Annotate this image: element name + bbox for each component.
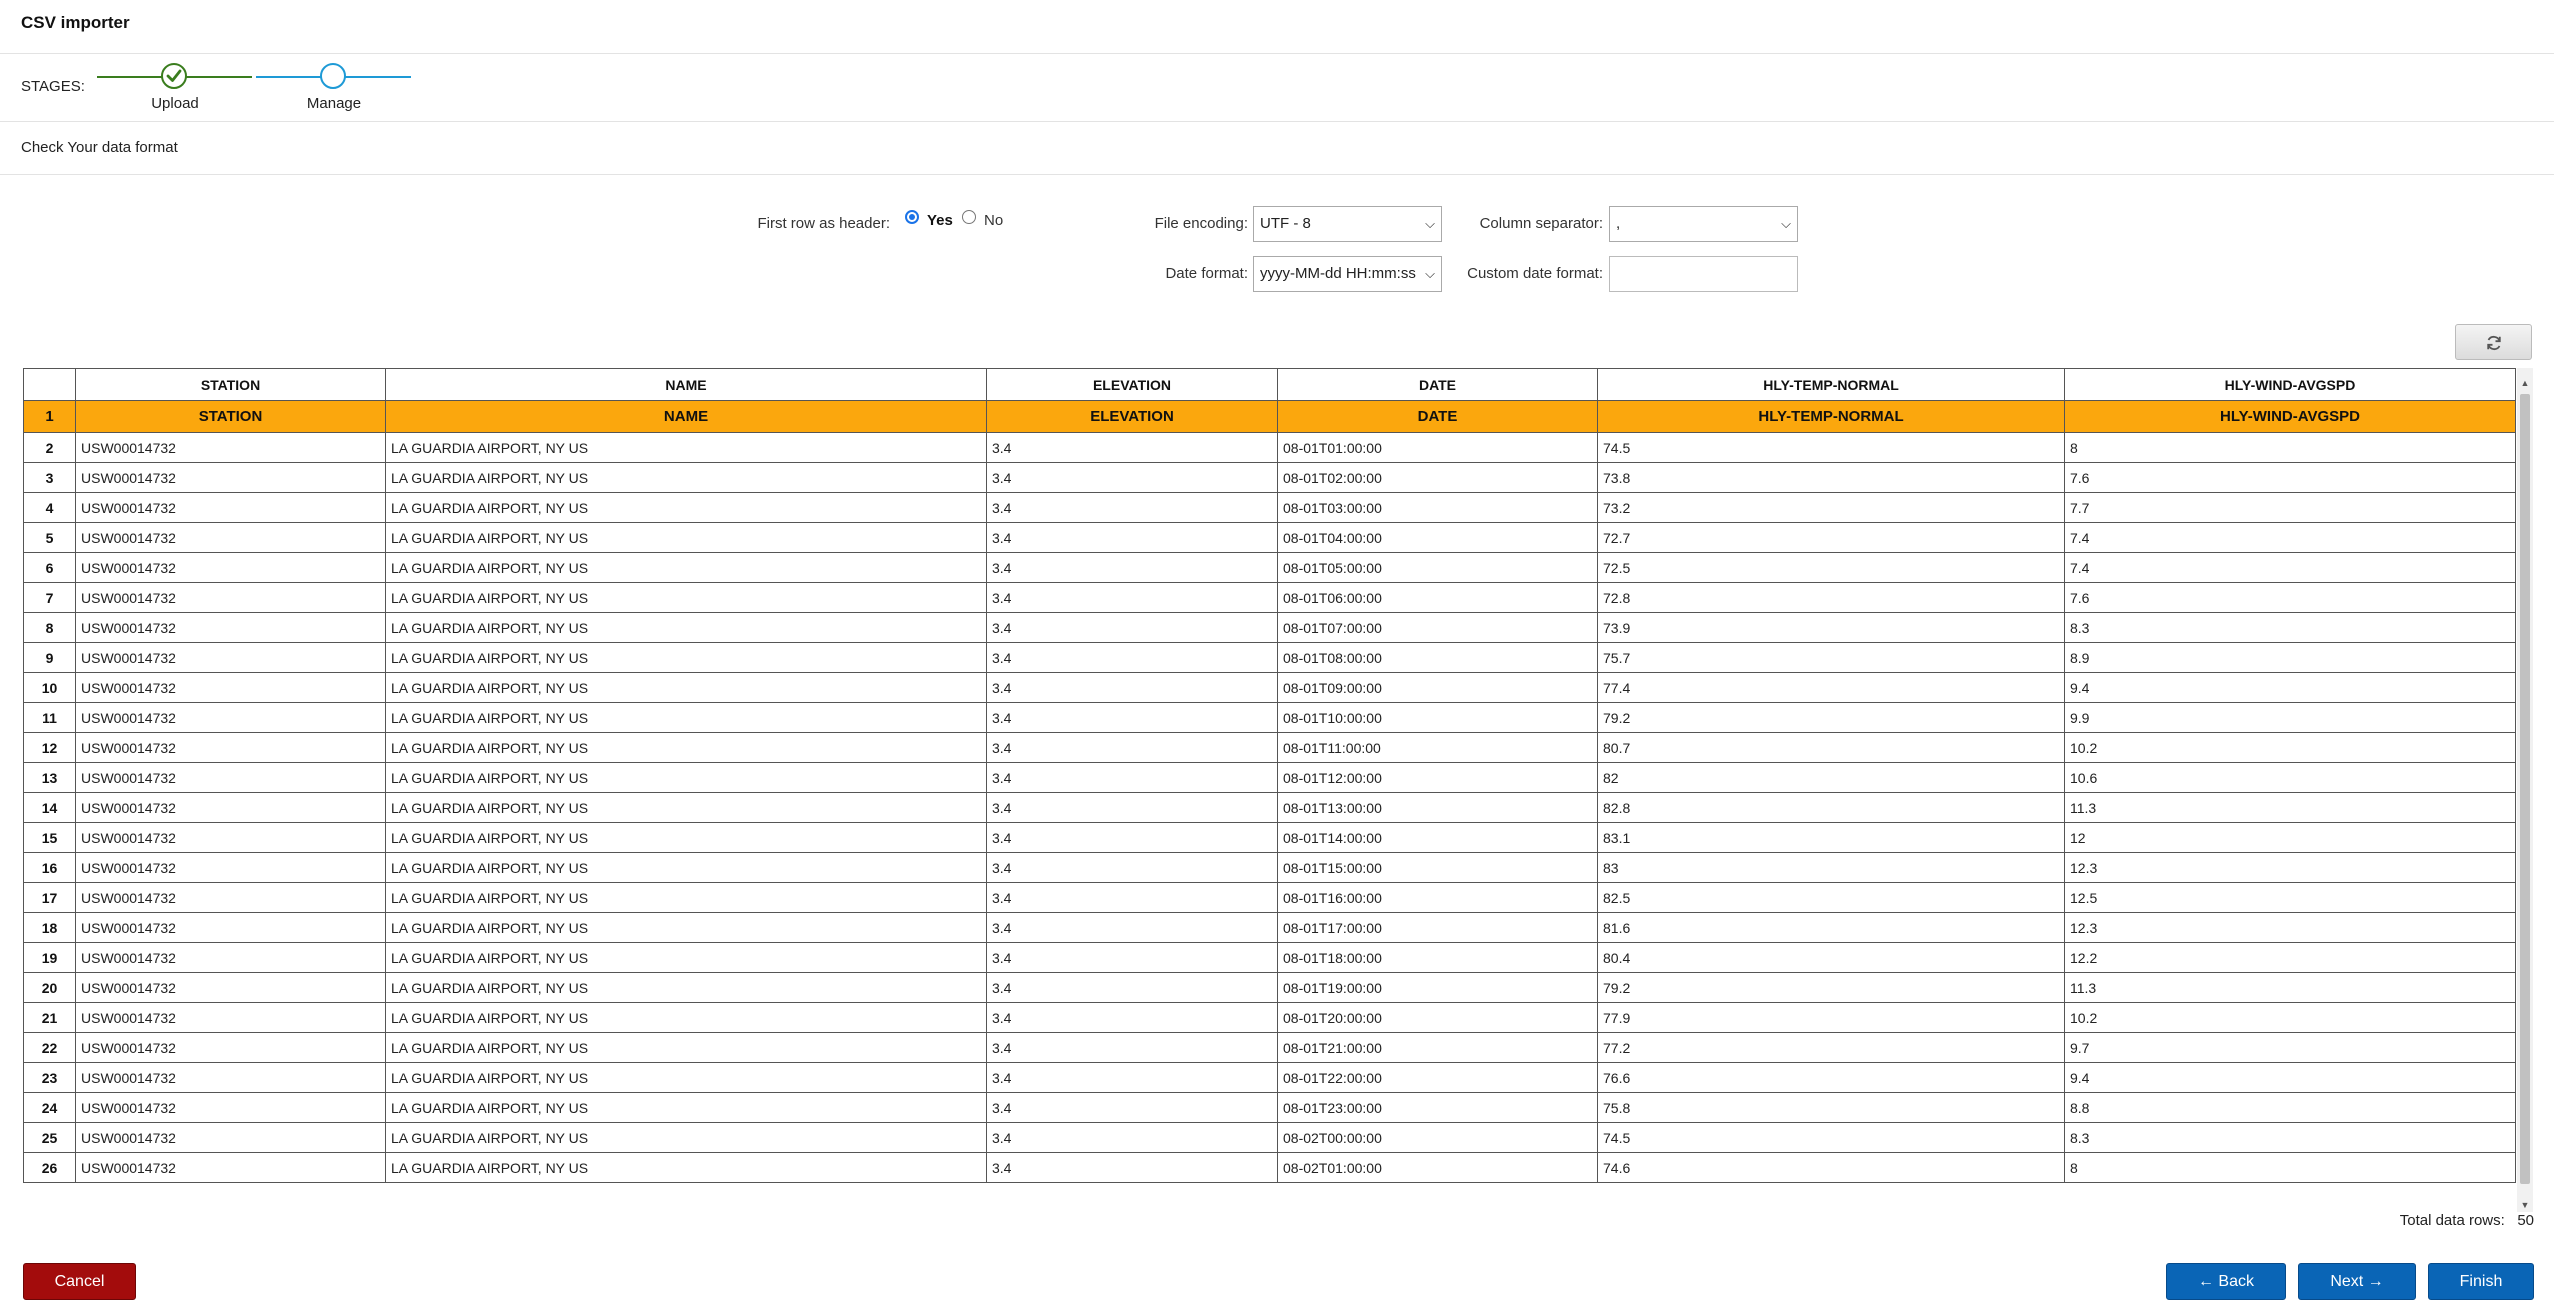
- table-cell[interactable]: 73.9: [1598, 613, 2065, 643]
- table-cell[interactable]: LA GUARDIA AIRPORT, NY US: [386, 463, 987, 493]
- refresh-icon: [2485, 334, 2503, 352]
- table-row[interactable]: [24, 1153, 2516, 1183]
- table-cell[interactable]: 08-01T03:00:00: [1278, 493, 1598, 523]
- header-yes-radio[interactable]: [905, 210, 919, 224]
- row-number: 18: [24, 913, 76, 943]
- file-encoding-label: File encoding:: [1154, 215, 1248, 232]
- header-no-radio[interactable]: [962, 210, 976, 224]
- table-cell[interactable]: 7.7: [2065, 493, 2516, 523]
- table-row[interactable]: [24, 943, 2516, 973]
- total-label: Total data rows:: [2399, 1212, 2505, 1229]
- scroll-down-icon[interactable]: ▼: [2520, 1200, 2530, 1210]
- header-no-label: No: [984, 212, 1004, 229]
- table-cell[interactable]: 9.4: [2065, 1063, 2516, 1093]
- table-cell[interactable]: 74.5: [1598, 1123, 2065, 1153]
- table-cell[interactable]: ELEVATION: [987, 401, 1278, 433]
- table-row[interactable]: [24, 1003, 2516, 1033]
- file-encoding-value: UTF - 8: [1260, 215, 1311, 232]
- row-number: 24: [24, 1093, 76, 1123]
- table-cell[interactable]: 11.3: [2065, 793, 2516, 823]
- table-row[interactable]: [24, 703, 2516, 733]
- table-cell[interactable]: LA GUARDIA AIRPORT, NY US: [386, 583, 987, 613]
- table-cell[interactable]: 08-01T09:00:00: [1278, 673, 1598, 703]
- table-cell[interactable]: 8.9: [2065, 643, 2516, 673]
- table-cell[interactable]: 74.5: [1598, 433, 2065, 463]
- table-cell[interactable]: 3.4: [987, 673, 1278, 703]
- table-cell[interactable]: 3.4: [987, 643, 1278, 673]
- column-separator-label: Column separator:: [1479, 215, 1603, 232]
- table-cell[interactable]: LA GUARDIA AIRPORT, NY US: [386, 823, 987, 853]
- stage-manage-step[interactable]: [320, 63, 346, 89]
- table-cell[interactable]: 7.4: [2065, 553, 2516, 583]
- table-cell[interactable]: 3.4: [987, 613, 1278, 643]
- table-cell[interactable]: 3.4: [987, 913, 1278, 943]
- table-row[interactable]: [24, 613, 2516, 643]
- column-separator-select[interactable]: [1609, 206, 1798, 242]
- table-cell[interactable]: 3.4: [987, 1003, 1278, 1033]
- divider: [0, 53, 2554, 54]
- table-cell[interactable]: LA GUARDIA AIRPORT, NY US: [386, 613, 987, 643]
- column-header[interactable]: HLY-WIND-AVGSPD: [2065, 369, 2516, 401]
- table-cell[interactable]: USW00014732: [76, 823, 386, 853]
- table-cell[interactable]: LA GUARDIA AIRPORT, NY US: [386, 943, 987, 973]
- row-number: 11: [24, 703, 76, 733]
- table-cell[interactable]: 82.5: [1598, 883, 2065, 913]
- table-cell[interactable]: HLY-WIND-AVGSPD: [2065, 401, 2516, 433]
- row-number: 25: [24, 1123, 76, 1153]
- table-cell[interactable]: 3.4: [987, 463, 1278, 493]
- table-cell[interactable]: USW00014732: [76, 1153, 386, 1183]
- date-format-label: Date format:: [1165, 265, 1248, 282]
- table-cell[interactable]: 10.2: [2065, 733, 2516, 763]
- table-cell[interactable]: 73.8: [1598, 463, 2065, 493]
- table-row[interactable]: [24, 913, 2516, 943]
- row-number: 2: [24, 433, 76, 463]
- table-cell[interactable]: 08-01T13:00:00: [1278, 793, 1598, 823]
- column-header[interactable]: NAME: [386, 369, 987, 401]
- table-cell[interactable]: 08-01T15:00:00: [1278, 853, 1598, 883]
- row-number: 8: [24, 613, 76, 643]
- row-number: 23: [24, 1063, 76, 1093]
- table-cell[interactable]: 08-02T00:00:00: [1278, 1123, 1598, 1153]
- table-cell[interactable]: LA GUARDIA AIRPORT, NY US: [386, 1153, 987, 1183]
- row-number: 21: [24, 1003, 76, 1033]
- table-cell[interactable]: USW00014732: [76, 883, 386, 913]
- table-cell[interactable]: USW00014732: [76, 943, 386, 973]
- table-cell[interactable]: 3.4: [987, 763, 1278, 793]
- first-row-header-label: First row as header:: [757, 215, 890, 232]
- table-row[interactable]: [24, 1033, 2516, 1063]
- table-cell[interactable]: LA GUARDIA AIRPORT, NY US: [386, 913, 987, 943]
- table-cell[interactable]: 8: [2065, 1153, 2516, 1183]
- table-cell[interactable]: 12.3: [2065, 913, 2516, 943]
- table-cell[interactable]: 08-01T22:00:00: [1278, 1063, 1598, 1093]
- table-row[interactable]: [24, 763, 2516, 793]
- date-format-value: yyyy-MM-dd HH:mm:ss: [1260, 265, 1416, 282]
- table-cell[interactable]: 3.4: [987, 583, 1278, 613]
- table-cell[interactable]: USW00014732: [76, 913, 386, 943]
- table-cell[interactable]: 72.8: [1598, 583, 2065, 613]
- table-cell[interactable]: 08-01T11:00:00: [1278, 733, 1598, 763]
- table-cell[interactable]: 08-01T19:00:00: [1278, 973, 1598, 1003]
- table-cell[interactable]: 3.4: [987, 823, 1278, 853]
- row-number: 19: [24, 943, 76, 973]
- stage-manage-label: Manage: [306, 95, 362, 112]
- row-number: 14: [24, 793, 76, 823]
- table-cell[interactable]: LA GUARDIA AIRPORT, NY US: [386, 1063, 987, 1093]
- table-cell[interactable]: 72.7: [1598, 523, 2065, 553]
- table-cell[interactable]: 12.2: [2065, 943, 2516, 973]
- table-row[interactable]: [24, 733, 2516, 763]
- table-cell[interactable]: 08-01T12:00:00: [1278, 763, 1598, 793]
- table-cell[interactable]: 75.7: [1598, 643, 2065, 673]
- table-cell[interactable]: 08-01T06:00:00: [1278, 583, 1598, 613]
- table-cell[interactable]: USW00014732: [76, 553, 386, 583]
- table-cell[interactable]: LA GUARDIA AIRPORT, NY US: [386, 1093, 987, 1123]
- total-data-rows: [2400, 1212, 2534, 1229]
- table-cell[interactable]: 10.2: [2065, 1003, 2516, 1033]
- table-cell[interactable]: 80.4: [1598, 943, 2065, 973]
- corner-cell: [24, 369, 76, 401]
- table-cell[interactable]: 80.7: [1598, 733, 2065, 763]
- stage-upload-step[interactable]: [161, 63, 187, 89]
- table-cell[interactable]: 3.4: [987, 1033, 1278, 1063]
- table-cell[interactable]: 08-01T14:00:00: [1278, 823, 1598, 853]
- table-cell[interactable]: USW00014732: [76, 583, 386, 613]
- column-header-row: [24, 369, 2516, 401]
- table-cell[interactable]: LA GUARDIA AIRPORT, NY US: [386, 703, 987, 733]
- table-cell[interactable]: 12: [2065, 823, 2516, 853]
- table-cell[interactable]: 7.4: [2065, 523, 2516, 553]
- header-data-row[interactable]: [24, 401, 2516, 433]
- table-cell[interactable]: USW00014732: [76, 1033, 386, 1063]
- table-row[interactable]: [24, 883, 2516, 913]
- table-cell[interactable]: 83.1: [1598, 823, 2065, 853]
- next-button[interactable]: Next →: [2298, 1263, 2416, 1300]
- table-cell[interactable]: 79.2: [1598, 703, 2065, 733]
- finish-button[interactable]: Finish: [2428, 1263, 2534, 1300]
- table-cell[interactable]: 7.6: [2065, 463, 2516, 493]
- table-cell[interactable]: LA GUARDIA AIRPORT, NY US: [386, 853, 987, 883]
- table-cell[interactable]: LA GUARDIA AIRPORT, NY US: [386, 643, 987, 673]
- table-cell[interactable]: 9.4: [2065, 673, 2516, 703]
- row-number: 4: [24, 493, 76, 523]
- table-cell[interactable]: LA GUARDIA AIRPORT, NY US: [386, 973, 987, 1003]
- table-cell[interactable]: 08-01T16:00:00: [1278, 883, 1598, 913]
- chevron-down-icon: ⌵: [1425, 216, 1435, 231]
- divider: [0, 121, 2554, 122]
- table-cell[interactable]: LA GUARDIA AIRPORT, NY US: [386, 523, 987, 553]
- table-cell[interactable]: USW00014732: [76, 733, 386, 763]
- table-cell[interactable]: 12.5: [2065, 883, 2516, 913]
- table-cell[interactable]: STATION: [76, 401, 386, 433]
- table-row[interactable]: [24, 793, 2516, 823]
- table-cell[interactable]: USW00014732: [76, 463, 386, 493]
- table-row[interactable]: [24, 973, 2516, 1003]
- table-cell[interactable]: 08-01T02:00:00: [1278, 463, 1598, 493]
- row-number: 26: [24, 1153, 76, 1183]
- table-cell[interactable]: 10.6: [2065, 763, 2516, 793]
- table-cell[interactable]: 3.4: [987, 853, 1278, 883]
- row-number: 5: [24, 523, 76, 553]
- row-number: 16: [24, 853, 76, 883]
- table-cell[interactable]: LA GUARDIA AIRPORT, NY US: [386, 433, 987, 463]
- table-cell[interactable]: LA GUARDIA AIRPORT, NY US: [386, 493, 987, 523]
- row-number: 3: [24, 463, 76, 493]
- table-cell[interactable]: 8.3: [2065, 1123, 2516, 1153]
- chevron-down-icon: ⌵: [1425, 266, 1435, 281]
- table-cell[interactable]: USW00014732: [76, 703, 386, 733]
- table-cell[interactable]: 77.9: [1598, 1003, 2065, 1033]
- table-cell[interactable]: 3.4: [987, 1153, 1278, 1183]
- table-row[interactable]: [24, 433, 2516, 463]
- header-yes-label: Yes: [927, 212, 953, 229]
- table-cell[interactable]: 74.6: [1598, 1153, 2065, 1183]
- table-cell[interactable]: LA GUARDIA AIRPORT, NY US: [386, 673, 987, 703]
- table-cell[interactable]: LA GUARDIA AIRPORT, NY US: [386, 763, 987, 793]
- table-cell[interactable]: 76.6: [1598, 1063, 2065, 1093]
- table-cell[interactable]: 9.7: [2065, 1033, 2516, 1063]
- table-cell[interactable]: USW00014732: [76, 973, 386, 1003]
- refresh-button[interactable]: [2455, 324, 2532, 360]
- row-number: 6: [24, 553, 76, 583]
- table-cell[interactable]: 3.4: [987, 1093, 1278, 1123]
- table-cell[interactable]: 08-02T01:00:00: [1278, 1153, 1598, 1183]
- table-cell[interactable]: 08-01T10:00:00: [1278, 703, 1598, 733]
- table-cell[interactable]: LA GUARDIA AIRPORT, NY US: [386, 1033, 987, 1063]
- table-cell[interactable]: USW00014732: [76, 673, 386, 703]
- table-cell[interactable]: 3.4: [987, 733, 1278, 763]
- row-number: 15: [24, 823, 76, 853]
- table-cell[interactable]: LA GUARDIA AIRPORT, NY US: [386, 883, 987, 913]
- table-cell[interactable]: USW00014732: [76, 793, 386, 823]
- table-cell[interactable]: 08-01T04:00:00: [1278, 523, 1598, 553]
- table-cell[interactable]: 08-01T20:00:00: [1278, 1003, 1598, 1033]
- table-cell[interactable]: LA GUARDIA AIRPORT, NY US: [386, 553, 987, 583]
- stages-label: STAGES:: [21, 78, 85, 95]
- table-row[interactable]: [24, 553, 2516, 583]
- table-row[interactable]: [24, 1063, 2516, 1093]
- stage-upload-label: Upload: [151, 95, 199, 112]
- table-cell[interactable]: USW00014732: [76, 433, 386, 463]
- data-grid[interactable]: [23, 368, 2541, 1212]
- table-cell[interactable]: USW00014732: [76, 643, 386, 673]
- table-cell[interactable]: LA GUARDIA AIRPORT, NY US: [386, 1123, 987, 1153]
- column-separator-value: ,: [1616, 215, 1621, 232]
- table-cell[interactable]: NAME: [386, 401, 987, 433]
- row-number: 9: [24, 643, 76, 673]
- table-cell[interactable]: 73.2: [1598, 493, 2065, 523]
- table-cell[interactable]: 08-01T23:00:00: [1278, 1093, 1598, 1123]
- table-cell[interactable]: 08-01T07:00:00: [1278, 613, 1598, 643]
- table-row[interactable]: [24, 643, 2516, 673]
- cancel-button[interactable]: Cancel: [23, 1263, 136, 1300]
- table-row[interactable]: [24, 823, 2516, 853]
- table-row[interactable]: [24, 463, 2516, 493]
- table-row[interactable]: [24, 523, 2516, 553]
- table-row[interactable]: [24, 1123, 2516, 1153]
- row-number: 1: [24, 401, 76, 433]
- table-cell[interactable]: 3.4: [987, 883, 1278, 913]
- table-cell[interactable]: 9.9: [2065, 703, 2516, 733]
- file-encoding-select[interactable]: [1253, 206, 1442, 242]
- table-row[interactable]: [24, 1093, 2516, 1123]
- check-icon: [163, 65, 185, 87]
- row-number: 13: [24, 763, 76, 793]
- vertical-scrollbar[interactable]: [2517, 368, 2533, 1212]
- table-cell[interactable]: 3.4: [987, 553, 1278, 583]
- table-cell[interactable]: USW00014732: [76, 493, 386, 523]
- table-cell[interactable]: 3.4: [987, 793, 1278, 823]
- table-cell[interactable]: HLY-TEMP-NORMAL: [1598, 401, 2065, 433]
- table-cell[interactable]: USW00014732: [76, 613, 386, 643]
- table-cell[interactable]: 8: [2065, 433, 2516, 463]
- column-header[interactable]: STATION: [76, 369, 386, 401]
- row-number: 12: [24, 733, 76, 763]
- table-cell[interactable]: 08-01T17:00:00: [1278, 913, 1598, 943]
- row-number: 17: [24, 883, 76, 913]
- scroll-up-icon[interactable]: ▲: [2520, 378, 2530, 388]
- back-button[interactable]: ← Back: [2166, 1263, 2286, 1300]
- row-number: 20: [24, 973, 76, 1003]
- table-row[interactable]: [24, 583, 2516, 613]
- table-cell[interactable]: 81.6: [1598, 913, 2065, 943]
- table-cell[interactable]: 3.4: [987, 1063, 1278, 1093]
- table-cell[interactable]: USW00014732: [76, 853, 386, 883]
- date-format-select[interactable]: [1253, 256, 1442, 292]
- table-cell[interactable]: USW00014732: [76, 523, 386, 553]
- table-cell[interactable]: 7.6: [2065, 583, 2516, 613]
- table-cell[interactable]: 79.2: [1598, 973, 2065, 1003]
- table-cell[interactable]: USW00014732: [76, 1093, 386, 1123]
- row-number: 10: [24, 673, 76, 703]
- table-cell[interactable]: USW00014732: [76, 1123, 386, 1153]
- table-cell[interactable]: 3.4: [987, 973, 1278, 1003]
- table-cell[interactable]: USW00014732: [76, 1003, 386, 1033]
- table-cell[interactable]: 8.8: [2065, 1093, 2516, 1123]
- table-cell[interactable]: 77.2: [1598, 1033, 2065, 1063]
- row-number: 7: [24, 583, 76, 613]
- table-cell[interactable]: 3.4: [987, 703, 1278, 733]
- custom-date-format-input[interactable]: [1609, 256, 1798, 292]
- table-cell[interactable]: 3.4: [987, 523, 1278, 553]
- table-cell[interactable]: 77.4: [1598, 673, 2065, 703]
- table-cell[interactable]: 72.5: [1598, 553, 2065, 583]
- table-cell[interactable]: 12.3: [2065, 853, 2516, 883]
- table-cell[interactable]: USW00014732: [76, 763, 386, 793]
- custom-date-format-label: Custom date format:: [1467, 265, 1603, 282]
- table-row[interactable]: [24, 853, 2516, 883]
- table-cell[interactable]: 82.8: [1598, 793, 2065, 823]
- app-title: CSV importer: [21, 13, 130, 32]
- table-cell[interactable]: 3.4: [987, 943, 1278, 973]
- table-cell[interactable]: 8.3: [2065, 613, 2516, 643]
- table-cell[interactable]: 3.4: [987, 493, 1278, 523]
- chevron-down-icon: ⌵: [1781, 216, 1791, 231]
- table-cell[interactable]: 08-01T05:00:00: [1278, 553, 1598, 583]
- section-title: Check Your data format: [21, 139, 178, 156]
- column-header[interactable]: DATE: [1278, 369, 1598, 401]
- table-cell[interactable]: 3.4: [987, 1123, 1278, 1153]
- table-cell[interactable]: DATE: [1278, 401, 1598, 433]
- table-cell[interactable]: 08-01T21:00:00: [1278, 1033, 1598, 1063]
- column-header[interactable]: HLY-TEMP-NORMAL: [1598, 369, 2065, 401]
- table-cell[interactable]: 3.4: [987, 433, 1278, 463]
- scrollbar-thumb[interactable]: [2520, 394, 2530, 1184]
- column-header[interactable]: ELEVATION: [987, 369, 1278, 401]
- table-row[interactable]: [24, 673, 2516, 703]
- table-cell[interactable]: 11.3: [2065, 973, 2516, 1003]
- table-cell[interactable]: 08-01T08:00:00: [1278, 643, 1598, 673]
- divider: [0, 174, 2554, 175]
- table-cell[interactable]: LA GUARDIA AIRPORT, NY US: [386, 793, 987, 823]
- row-number: 22: [24, 1033, 76, 1063]
- table-cell[interactable]: 08-01T01:00:00: [1278, 433, 1598, 463]
- table-cell[interactable]: 08-01T18:00:00: [1278, 943, 1598, 973]
- table-cell[interactable]: 82: [1598, 763, 2065, 793]
- table-cell[interactable]: LA GUARDIA AIRPORT, NY US: [386, 1003, 987, 1033]
- table-cell[interactable]: USW00014732: [76, 1063, 386, 1093]
- table-row[interactable]: [24, 493, 2516, 523]
- table-cell[interactable]: 75.8: [1598, 1093, 2065, 1123]
- table-cell[interactable]: 83: [1598, 853, 2065, 883]
- total-value: 50: [2517, 1212, 2534, 1229]
- table-cell[interactable]: LA GUARDIA AIRPORT, NY US: [386, 733, 987, 763]
